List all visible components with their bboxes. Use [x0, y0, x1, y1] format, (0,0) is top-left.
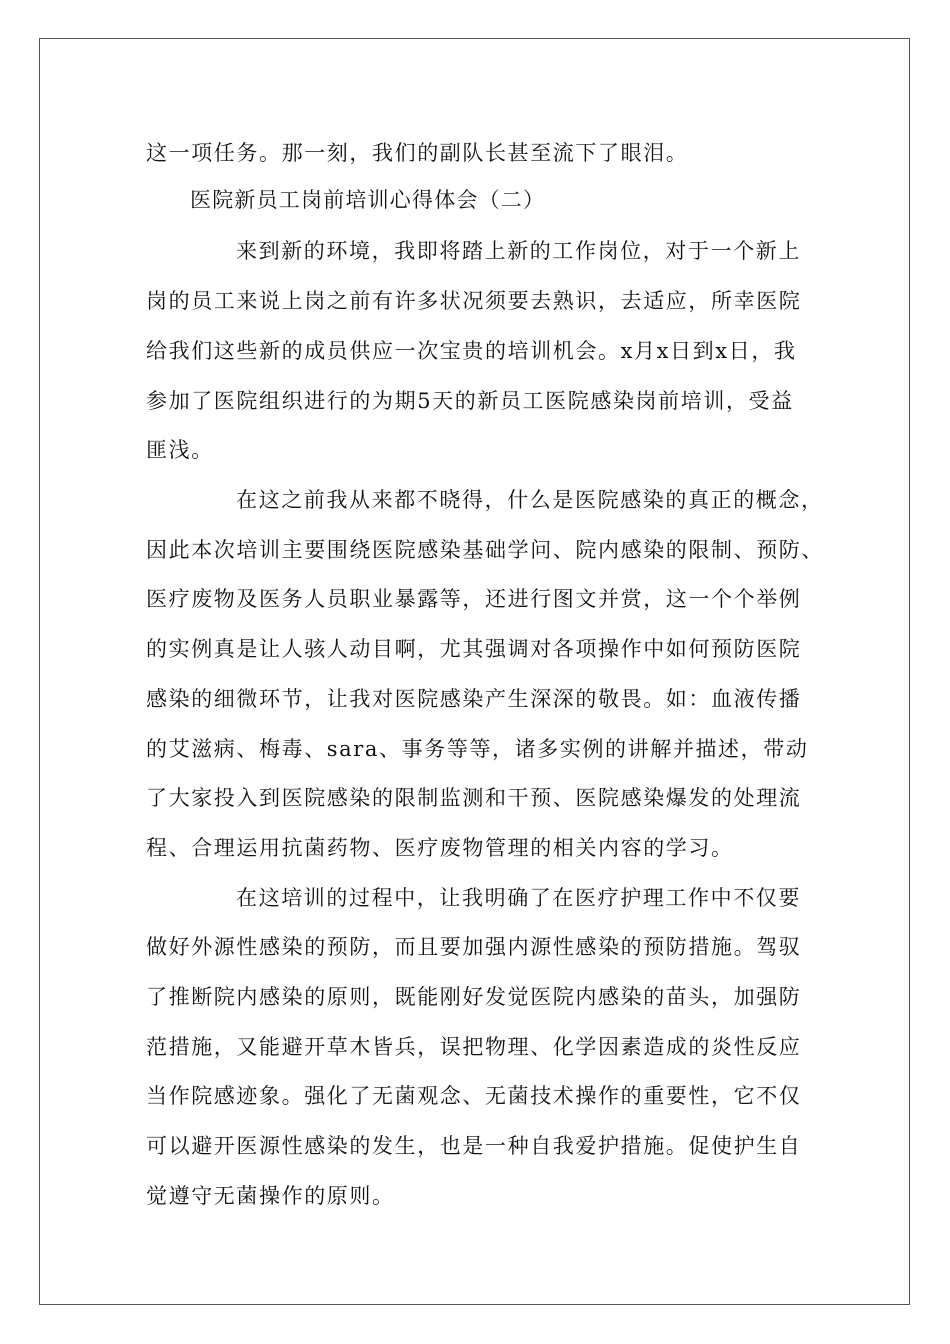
paragraph-2-line-3: 医疗废物及医务人员职业暴露等，还进行图文并赏，这一个个举例 — [146, 587, 802, 611]
text-line-continuation: 这一项任务。那一刻，我们的副队长甚至流下了眼泪。 — [146, 141, 689, 165]
paragraph-2-line-4: 的实例真是让人骇人动目啊，尤其强调对各项操作中如何预防医院 — [146, 637, 802, 661]
paragraph-3-line-7: 觉遵守无菌操作的原则。 — [146, 1184, 395, 1208]
paragraph-3-line-3: 了推断院内感染的原则，既能刚好发觉医院内感染的苗头，加强防 — [146, 985, 802, 1009]
paragraph-3-line-6: 可以避开医源性感染的发生，也是一种自我爱护措施。促使护生自 — [146, 1134, 802, 1158]
paragraph-3-line-2: 做好外源性感染的预防，而且要加强内源性感染的预防措施。驾驭 — [146, 935, 802, 959]
paragraph-3-line-1: 在这培训的过程中，让我明确了在医疗护理工作中不仅要 — [236, 886, 801, 910]
paragraph-2-line-8: 程、合理运用抗菌药物、医疗废物管理的相关内容的学习。 — [146, 836, 734, 860]
section-heading: 医院新员工岗前培训心得体会（二） — [190, 188, 546, 212]
paragraph-1-line-3: 给我们这些新的成员供应一次宝贵的培训机会。x月x日到x日，我 — [146, 339, 797, 363]
page-border — [39, 38, 910, 1305]
paragraph-2-line-7: 了大家投入到医院感染的限制监测和干预、医院感染爆发的处理流 — [146, 786, 802, 810]
paragraph-1-line-2: 岗的员工来说上岗之前有许多状况须要去熟识，去适应，所幸医院 — [146, 289, 802, 313]
paragraph-1-line-5: 匪浅。 — [146, 438, 214, 462]
paragraph-2-line-2: 因此本次培训主要围绕医院感染基础学问、院内感染的限制、预防、 — [146, 538, 824, 562]
paragraph-3-line-4: 范措施，又能避开草木皆兵，误把物理、化学因素造成的炎性反应 — [146, 1035, 802, 1059]
paragraph-2-line-5: 感染的细微环节，让我对医院感染产生深深的敬畏。如：血液传播 — [146, 687, 802, 711]
paragraph-1-line-4: 参加了医院组织进行的为期5天的新员工医院感染岗前培训，受益 — [146, 389, 794, 413]
paragraph-2-line-1: 在这之前我从来都不晓得，什么是医院感染的真正的概念， — [236, 488, 824, 512]
paragraph-1-line-1: 来到新的环境，我即将踏上新的工作岗位，对于一个新上 — [236, 239, 801, 263]
paragraph-3-line-5: 当作院感迹象。强化了无菌观念、无菌技术操作的重要性，它不仅 — [146, 1084, 802, 1108]
paragraph-2-line-6: 的艾滋病、梅毒、sara、事务等等，诸多实例的讲解并描述，带动 — [146, 737, 809, 761]
